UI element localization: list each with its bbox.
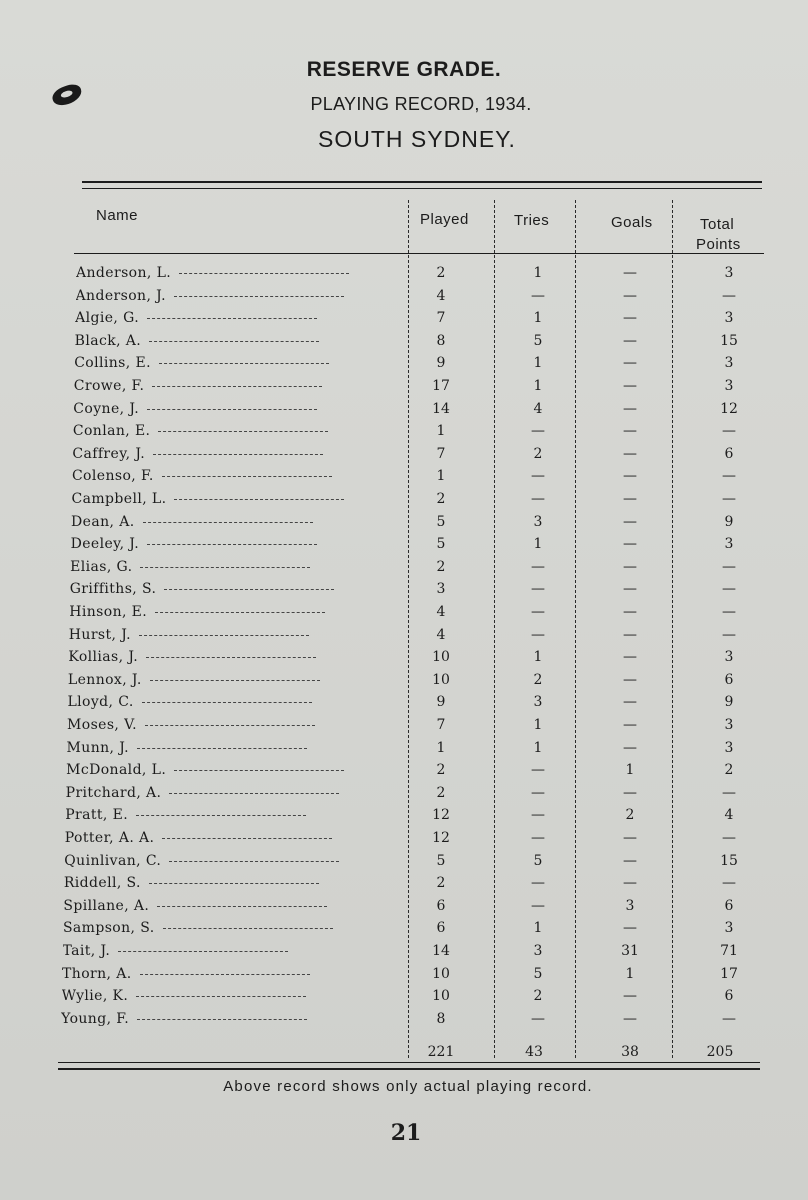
header-goals: Goals — [611, 214, 653, 231]
cell-tries: — — [531, 875, 545, 892]
table-row — [0, 511, 808, 534]
cell-points: — — [722, 491, 736, 507]
leader-dots — [162, 837, 332, 839]
cell-tries: — — [531, 807, 545, 824]
leader-dots — [143, 521, 313, 523]
player-name-text: Dean, A. — [71, 513, 135, 530]
cell-goals: — — [623, 649, 637, 666]
player-name-text: Caffrey, J. — [72, 445, 146, 462]
cell-played: 14 — [432, 400, 450, 417]
player-name — [71, 533, 383, 556]
table-row — [0, 714, 808, 737]
cell-goals: — — [623, 875, 637, 892]
cell-goals: — — [623, 536, 637, 553]
player-name-text: Conlan, E. — [72, 423, 151, 440]
player-name-text: Potter, A. A. — [64, 830, 155, 846]
cell-goals: — — [623, 717, 637, 733]
cell-goals: — — [623, 604, 637, 620]
cell-played: 10 — [432, 965, 450, 982]
cell-points: 15 — [720, 332, 738, 349]
leader-dots — [145, 724, 315, 726]
cell-goals: — — [623, 445, 637, 462]
header-rule — [74, 253, 764, 254]
cell-goals: — — [623, 513, 637, 530]
table-row — [0, 804, 808, 827]
cell-goals: — — [623, 558, 637, 575]
table-row — [0, 624, 808, 647]
table-row — [0, 827, 808, 850]
table-row — [0, 646, 808, 669]
player-name — [61, 1008, 373, 1031]
table-row — [0, 691, 808, 714]
cell-tries: 4 — [533, 400, 543, 417]
player-name — [64, 850, 376, 873]
player-name-text: Moses, V. — [67, 717, 138, 733]
cell-goals: — — [623, 287, 637, 304]
cell-goals: — — [623, 378, 637, 394]
cell-tries: 1 — [533, 378, 543, 394]
cell-tries: — — [531, 626, 545, 643]
leader-dots — [147, 408, 317, 410]
header-name: Name — [96, 207, 139, 224]
cell-points: 3 — [724, 378, 734, 394]
cell-goals: — — [623, 784, 637, 801]
cell-points: 3 — [724, 739, 734, 756]
player-name — [66, 759, 378, 782]
cell-played: 12 — [432, 807, 450, 824]
cell-points: — — [722, 604, 736, 620]
table-row — [0, 307, 808, 330]
table-row — [0, 533, 808, 556]
cell-points: — — [722, 423, 736, 440]
player-name — [63, 917, 375, 940]
cell-points: — — [722, 875, 736, 892]
cell-points: 3 — [724, 536, 734, 553]
cell-tries: 5 — [533, 852, 543, 869]
player-name — [70, 556, 382, 579]
table-row — [0, 917, 808, 940]
cell-points: 6 — [724, 897, 734, 914]
cell-played: 14 — [432, 943, 450, 959]
player-name — [62, 985, 374, 1008]
cell-played: 8 — [436, 1010, 446, 1027]
cell-goals: — — [623, 423, 637, 440]
cell-played: 2 — [436, 784, 446, 801]
player-name-text: McDonald, L. — [66, 762, 167, 779]
leader-dots — [164, 588, 334, 590]
leader-dots — [147, 543, 317, 545]
player-name — [67, 691, 379, 714]
table-row — [0, 737, 808, 760]
leader-dots — [118, 950, 288, 952]
cell-goals: 1 — [625, 965, 635, 982]
cell-points: 12 — [720, 400, 738, 417]
cell-tries: 1 — [533, 310, 543, 327]
cell-goals: — — [623, 355, 637, 372]
cell-played: 7 — [436, 445, 446, 462]
player-name — [63, 895, 375, 918]
cell-played: 17 — [432, 378, 450, 394]
cell-points: 4 — [724, 807, 734, 824]
cell-goals: — — [623, 694, 637, 711]
leader-dots — [163, 927, 333, 929]
player-name — [72, 443, 384, 466]
cell-tries: 5 — [533, 332, 543, 349]
leader-dots — [157, 905, 327, 907]
leader-dots — [136, 995, 306, 997]
cell-played: 1 — [436, 423, 446, 440]
cell-played: 2 — [436, 265, 446, 281]
player-name-text: Quinlivan, C. — [64, 852, 162, 869]
cell-goals: — — [623, 920, 637, 937]
player-name-text: Black, A. — [74, 332, 142, 349]
cell-points: 17 — [720, 965, 738, 982]
cell-tries: — — [531, 423, 545, 440]
player-name-text: Lloyd, C. — [67, 694, 134, 711]
club-title: SOUTH SYDNEY. — [318, 126, 516, 152]
leader-dots — [149, 340, 319, 342]
footer-note: Above record shows only actual playing record. — [223, 1078, 593, 1095]
cell-played: 5 — [436, 536, 446, 553]
header-points-line2: Points — [696, 236, 741, 253]
player-name-text: Pratt, E. — [65, 807, 129, 824]
cell-tries: — — [531, 762, 545, 779]
leader-dots — [140, 566, 310, 568]
player-name-text: Wylie, K. — [61, 988, 129, 1005]
player-name — [65, 804, 377, 827]
table-row — [0, 872, 808, 895]
cell-played: 4 — [436, 626, 446, 643]
cell-tries: — — [531, 287, 545, 304]
leader-dots — [174, 769, 344, 771]
cell-tries: — — [531, 897, 545, 914]
cell-points: — — [722, 468, 736, 485]
leader-dots — [162, 475, 332, 477]
cell-points: — — [722, 626, 736, 643]
player-name-text: Hurst, J. — [68, 626, 132, 643]
cell-tries: — — [531, 581, 545, 598]
player-name-text: Riddell, S. — [63, 875, 141, 892]
cell-points: 3 — [724, 265, 734, 281]
cell-tries: 1 — [533, 739, 543, 756]
player-name-text: Collins, E. — [74, 355, 151, 372]
cell-goals: — — [623, 739, 637, 756]
total-played: 221 — [427, 1044, 455, 1060]
player-name — [75, 307, 387, 330]
player-name — [67, 737, 379, 760]
player-name — [66, 782, 378, 805]
cell-played: 4 — [436, 287, 446, 304]
leader-dots — [149, 882, 319, 884]
table-row — [0, 488, 808, 511]
player-name-text: Coyne, J. — [73, 400, 140, 417]
cell-goals: — — [623, 988, 637, 1005]
cell-goals: — — [623, 310, 637, 327]
player-name — [74, 352, 386, 375]
cell-goals: 3 — [625, 897, 635, 914]
player-name — [72, 465, 384, 488]
player-name-text: Munn, J. — [66, 739, 130, 756]
cell-played: 4 — [436, 604, 446, 620]
cell-played: 1 — [436, 468, 446, 485]
player-name — [68, 669, 380, 692]
player-name-text: Colenso, F. — [71, 468, 154, 485]
cell-tries: 1 — [533, 536, 543, 553]
cell-tries: 3 — [533, 513, 543, 530]
cell-goals: 2 — [625, 807, 635, 824]
player-name-text: Griffiths, S. — [69, 581, 157, 598]
player-name-text: Elias, G. — [70, 558, 133, 575]
table-row — [0, 420, 808, 443]
cell-goals: — — [623, 852, 637, 869]
cell-goals: — — [623, 626, 637, 643]
leader-dots — [152, 385, 322, 387]
cell-tries: 3 — [533, 943, 543, 959]
header-played: Played — [420, 211, 469, 228]
player-name — [65, 827, 377, 850]
cell-points: — — [722, 581, 736, 598]
player-name-text: Deeley, J. — [70, 536, 140, 553]
cell-tries: 3 — [533, 694, 543, 711]
player-name — [69, 601, 381, 624]
cell-tries: — — [531, 558, 545, 575]
table-row — [0, 601, 808, 624]
cell-tries: — — [531, 784, 545, 801]
total-tries: 43 — [525, 1044, 543, 1060]
player-name — [64, 872, 376, 895]
cell-points: 3 — [724, 310, 734, 327]
player-name-text: Thorn, A. — [62, 965, 132, 982]
player-name-text: Spillane, A. — [63, 897, 150, 914]
cell-goals: — — [623, 332, 637, 349]
player-name — [75, 330, 387, 353]
leader-dots — [137, 1018, 307, 1020]
header-points-line1: Total — [700, 216, 735, 233]
table-row — [0, 352, 808, 375]
cell-goals: — — [623, 468, 637, 485]
table-row — [0, 850, 808, 873]
table-row — [0, 1008, 808, 1031]
top-rule — [82, 181, 762, 183]
cell-played: 6 — [436, 897, 446, 914]
cell-points: 6 — [724, 671, 734, 688]
leader-dots — [174, 498, 344, 500]
player-name — [68, 646, 380, 669]
player-name — [74, 375, 386, 398]
table-row — [0, 262, 808, 285]
leader-dots — [153, 453, 323, 455]
table-row — [0, 443, 808, 466]
cell-points: 3 — [724, 717, 734, 733]
bottom-rule-thin — [58, 1062, 760, 1063]
player-name-text: Tait, J. — [62, 943, 111, 959]
table-row — [0, 669, 808, 692]
cell-played: 9 — [436, 355, 446, 372]
cell-tries: 5 — [533, 965, 543, 982]
cell-played: 9 — [436, 694, 446, 711]
leader-dots — [174, 295, 344, 297]
player-name-text: Crowe, F. — [73, 378, 145, 394]
player-name — [73, 420, 385, 443]
cell-points: — — [722, 830, 736, 846]
cell-points: 6 — [724, 988, 734, 1005]
cell-played: 2 — [436, 558, 446, 575]
total-goals: 38 — [621, 1044, 639, 1060]
player-name — [70, 578, 382, 601]
cell-played: 2 — [436, 875, 446, 892]
cell-goals: 1 — [625, 762, 635, 779]
table-row — [0, 398, 808, 421]
table-row — [0, 963, 808, 986]
player-name — [73, 398, 385, 421]
table-row — [0, 578, 808, 601]
leader-dots — [158, 430, 328, 432]
cell-points: 2 — [724, 762, 734, 779]
player-name — [63, 940, 375, 963]
cell-goals: — — [623, 265, 637, 281]
table-row — [0, 782, 808, 805]
table-row — [0, 285, 808, 308]
cell-tries: — — [531, 830, 545, 846]
cell-goals: — — [623, 581, 637, 598]
top-rule-thin — [82, 188, 762, 189]
cell-goals: — — [623, 671, 637, 688]
player-name — [67, 714, 379, 737]
cell-goals: 31 — [621, 943, 639, 959]
cell-points: — — [722, 784, 736, 801]
header-tries: Tries — [514, 212, 550, 229]
cell-played: 7 — [436, 717, 446, 733]
table-row — [0, 895, 808, 918]
cell-played: 5 — [436, 513, 446, 530]
cell-goals: — — [623, 830, 637, 846]
cell-played: 2 — [436, 491, 446, 507]
bottom-rule — [58, 1068, 760, 1070]
page-number: 21 — [390, 1120, 422, 1146]
player-name — [72, 488, 384, 511]
table-row — [0, 375, 808, 398]
cell-tries: 1 — [533, 920, 543, 937]
grade-title: RESERVE GRADE. — [306, 58, 502, 81]
player-name — [71, 511, 383, 534]
table-row — [0, 940, 808, 963]
record-subtitle: PLAYING RECORD, 1934. — [310, 94, 532, 114]
leader-dots — [179, 272, 349, 274]
player-name-text: Anderson, J. — [75, 287, 166, 304]
total-points: 205 — [706, 1044, 734, 1060]
player-name-text: Anderson, L. — [76, 265, 172, 281]
cell-points: 15 — [720, 852, 738, 869]
player-name-text: Algie, G. — [75, 310, 140, 327]
player-name-text: Kollias, J. — [68, 649, 139, 666]
cell-points: 3 — [724, 649, 734, 666]
cell-points: 3 — [724, 920, 734, 937]
cell-points: 9 — [724, 694, 734, 711]
table-row — [0, 985, 808, 1008]
cell-tries: 2 — [533, 671, 543, 688]
cell-tries: 2 — [533, 445, 543, 462]
cell-points: — — [722, 1010, 736, 1027]
leader-dots — [155, 611, 325, 613]
player-name — [62, 963, 374, 986]
leader-dots — [147, 317, 317, 319]
cell-points: 3 — [724, 355, 734, 372]
cell-played: 1 — [436, 739, 446, 756]
cell-played: 10 — [432, 671, 450, 688]
leader-dots — [169, 792, 339, 794]
cell-played: 10 — [432, 988, 450, 1005]
cell-tries: — — [531, 468, 545, 485]
leader-dots — [142, 701, 312, 703]
cell-tries: 1 — [533, 265, 543, 281]
table-row — [0, 330, 808, 353]
cell-played: 7 — [436, 310, 446, 327]
cell-tries: 1 — [533, 355, 543, 372]
leader-dots — [169, 860, 339, 862]
cell-tries: 1 — [533, 717, 543, 733]
cell-played: 3 — [436, 581, 446, 598]
player-name — [76, 285, 388, 308]
cell-tries: 2 — [533, 988, 543, 1005]
cell-goals: — — [623, 1010, 637, 1027]
cell-tries: — — [531, 1010, 545, 1027]
player-name-text: Campbell, L. — [71, 491, 167, 507]
cell-goals: — — [623, 491, 637, 507]
cell-points: — — [722, 558, 736, 575]
cell-points: — — [722, 287, 736, 304]
player-name-text: Pritchard, A. — [65, 784, 162, 801]
cell-points: 71 — [720, 943, 738, 959]
cell-tries: — — [531, 491, 545, 507]
cell-played: 2 — [436, 762, 446, 779]
cell-played: 10 — [432, 649, 450, 666]
table-row — [0, 759, 808, 782]
player-name-text: Lennox, J. — [67, 671, 142, 688]
table-row — [0, 465, 808, 488]
leader-dots — [140, 973, 310, 975]
player-name — [76, 262, 388, 285]
table-row — [0, 556, 808, 579]
leader-dots — [139, 634, 309, 636]
cell-goals: — — [623, 400, 637, 417]
leader-dots — [136, 814, 306, 816]
cell-played: 5 — [436, 852, 446, 869]
cell-played: 8 — [436, 332, 446, 349]
leader-dots — [150, 679, 320, 681]
leader-dots — [137, 747, 307, 749]
leader-dots — [159, 362, 329, 364]
cell-tries: — — [531, 604, 545, 620]
cell-points: 6 — [724, 445, 734, 462]
cell-played: 12 — [432, 830, 450, 846]
cell-points: 9 — [724, 513, 734, 530]
leader-dots — [146, 656, 316, 658]
player-name-text: Young, F. — [61, 1010, 130, 1027]
player-name-text: Sampson, S. — [62, 920, 155, 937]
player-name — [69, 624, 381, 647]
cell-played: 6 — [436, 920, 446, 937]
cell-tries: 1 — [533, 649, 543, 666]
player-name-text: Hinson, E. — [69, 604, 148, 620]
